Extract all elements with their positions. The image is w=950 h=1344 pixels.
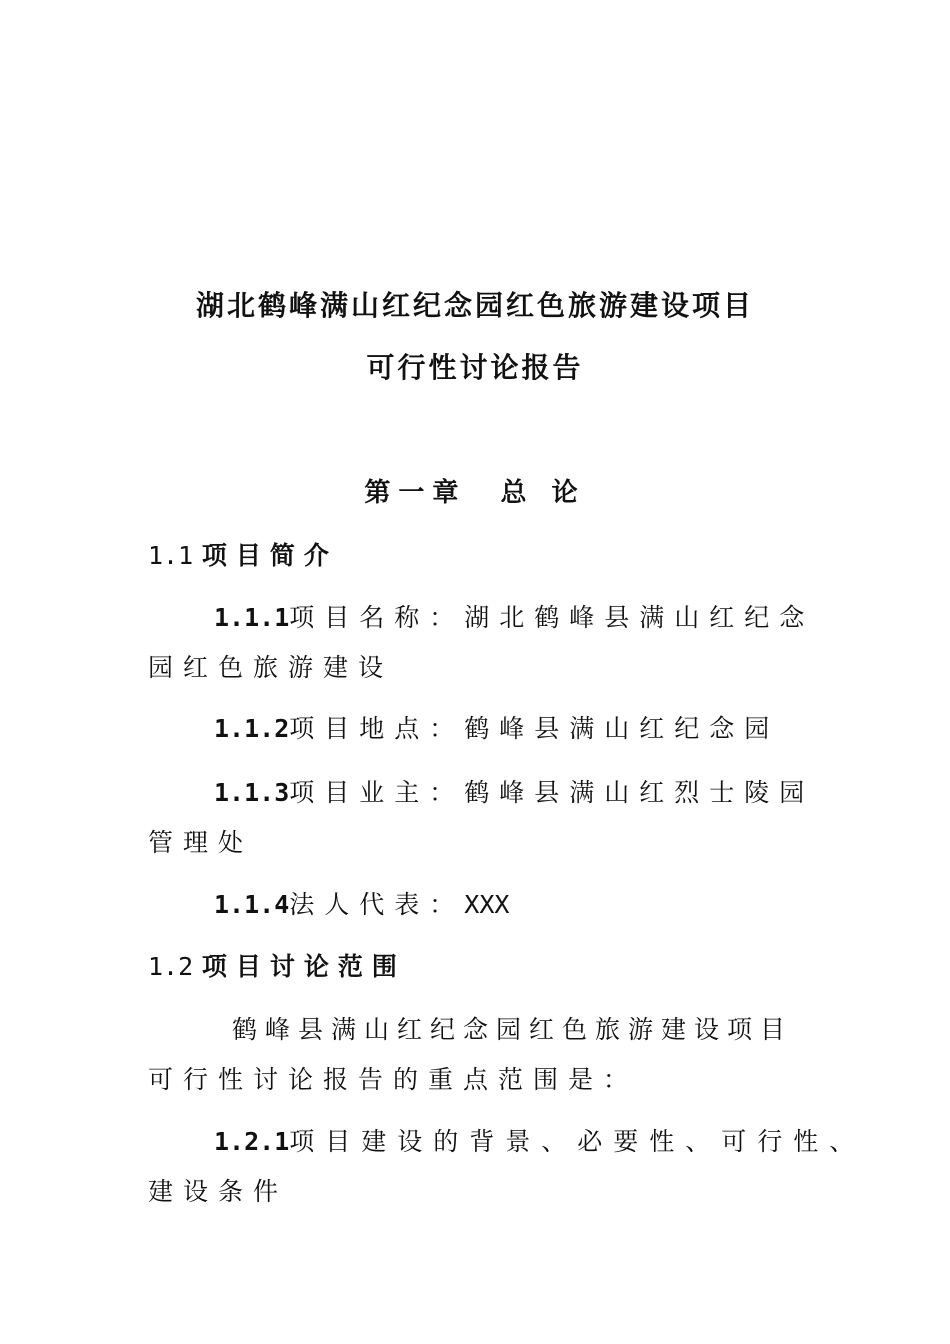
item-number: 1.2.1: [214, 1127, 290, 1156]
item-number: 1.1.3: [214, 778, 290, 807]
item-1-2-1: [214, 1122, 865, 1158]
item-number: 1.1.2: [214, 714, 290, 743]
item-number: 1.1.4: [214, 890, 290, 919]
paragraph-line1: 鹤峰县满山红纪念园红色旅游建设项目: [232, 1015, 794, 1044]
section-heading-1-2: [148, 947, 406, 983]
section-number: 1.1: [148, 541, 194, 570]
item-number: 1.1.1: [214, 603, 290, 632]
item-1-1-1-continuation: 园红色旅游建设: [148, 653, 394, 682]
item-value: 鹤峰县满山红烈士陵园: [464, 778, 815, 807]
item-value: 湖北鹤峰县满山红纪念: [464, 603, 815, 632]
paragraph-line2: 可行性讨论报告的重点范围是：: [148, 1065, 639, 1094]
item-text: 项目建设的背景、必要性、可行性、: [289, 1127, 866, 1156]
section-title: 项目讨论范围: [201, 952, 406, 981]
item-1-1-1: [214, 598, 814, 634]
document-title-line2: 可行性讨论报告: [366, 351, 584, 384]
chapter-heading: 第一章 总 论: [364, 478, 586, 508]
section-title: 项目简介: [201, 541, 338, 570]
item-value: 鹤峰县满山红纪念园: [464, 714, 780, 743]
document-title-line1: 湖北鹤峰满山红纪念园红色旅游建设项目: [195, 289, 754, 322]
item-label: 法人代表：: [289, 890, 465, 919]
item-label: 项目业主：: [289, 778, 465, 807]
section-heading-1-1: [148, 536, 338, 572]
section-number: 1.2: [148, 952, 194, 981]
item-value: XXX: [464, 890, 510, 919]
item-1-1-2: [214, 709, 779, 745]
item-1-1-3: [214, 773, 814, 809]
item-label: 项目地点：: [289, 714, 465, 743]
item-label: 项目名称：: [289, 603, 465, 632]
item-1-2-1-continuation: 建设条件: [148, 1177, 289, 1206]
item-1-1-4: [214, 885, 509, 921]
item-1-1-3-continuation: 管理处: [148, 828, 254, 857]
